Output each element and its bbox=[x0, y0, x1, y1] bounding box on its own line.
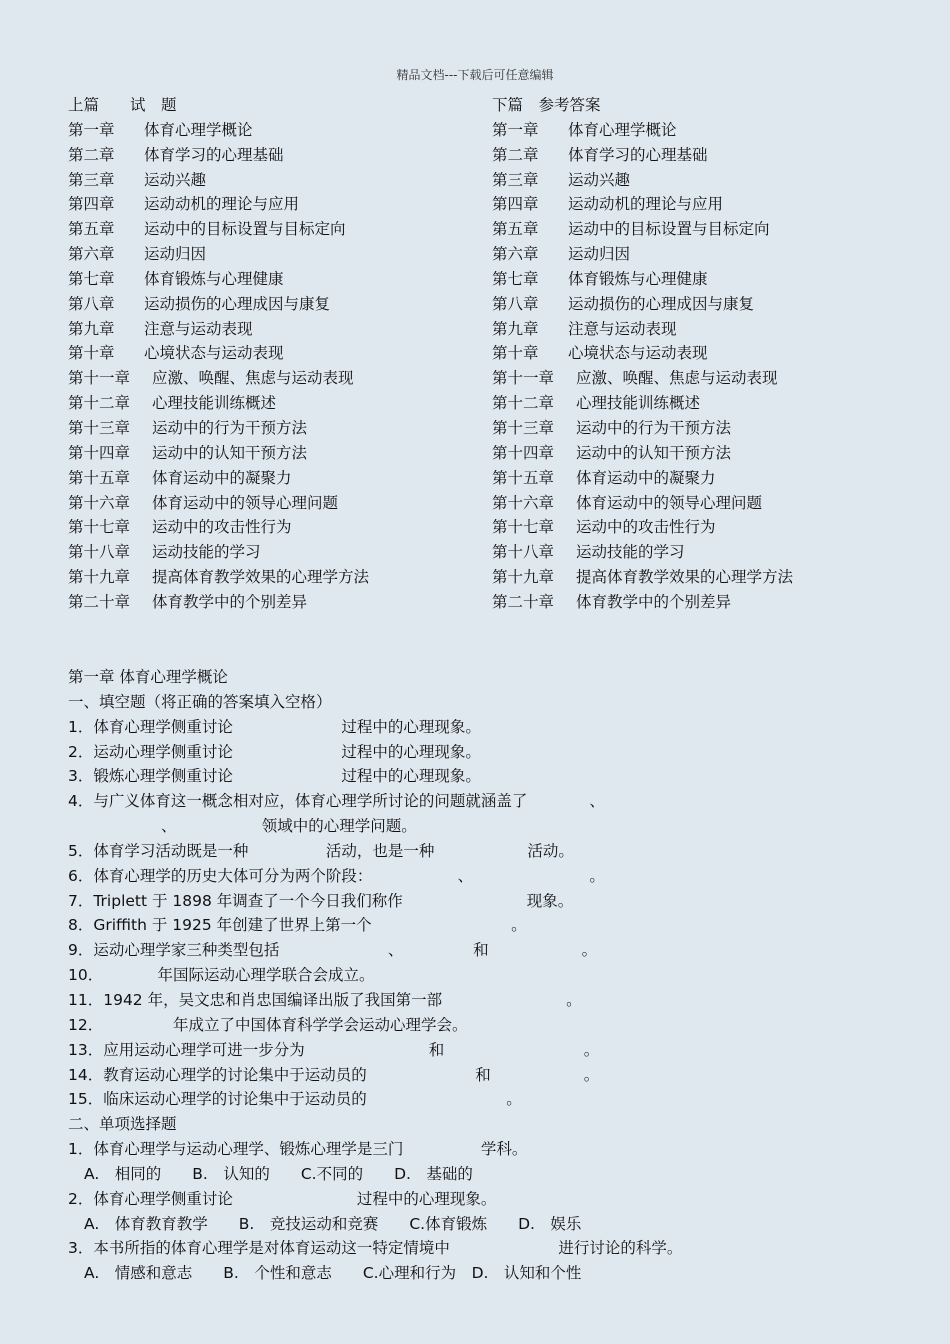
toc-chapter-number: 第十八章 bbox=[492, 543, 555, 562]
toc-chapter-title: 体育教学中的个别差异 bbox=[576, 592, 732, 611]
toc-chapter-title: 运动兴趣 bbox=[568, 170, 631, 189]
toc-entry bbox=[68, 416, 369, 441]
toc-entry bbox=[68, 267, 369, 292]
choice-options: A. 体育教育教学 B. 竞技运动和竞赛 C.体育锻炼 D. 娱乐 bbox=[84, 1214, 582, 1233]
toc-entry bbox=[492, 118, 793, 143]
fill-question: 、 领域中的心理学问题。 bbox=[68, 817, 417, 836]
toc-chapter-number: 第七章 bbox=[492, 269, 539, 288]
toc-chapter-number: 第十七章 bbox=[68, 518, 131, 537]
toc-entry bbox=[68, 168, 369, 193]
toc-chapter-number: 第十七章 bbox=[492, 518, 555, 537]
toc-chapter-title: 体育学习的心理基础 bbox=[144, 145, 284, 164]
toc-chapter-title: 心理技能训练概述 bbox=[152, 394, 277, 413]
toc-chapter-title: 提高体育教学效果的心理学方法 bbox=[152, 568, 370, 587]
toc-chapter-number: 第六章 bbox=[492, 245, 539, 264]
toc-chapter-title: 注意与运动表现 bbox=[568, 319, 677, 338]
toc-entry bbox=[68, 143, 369, 168]
toc-chapter-number: 第十六章 bbox=[68, 493, 131, 512]
toc-chapter-title: 心理技能训练概述 bbox=[576, 394, 701, 413]
toc-chapter-number: 第二章 bbox=[68, 145, 115, 164]
toc-chapter-number: 第十九章 bbox=[68, 568, 131, 587]
toc-entry bbox=[68, 217, 369, 242]
toc-entry bbox=[492, 267, 793, 292]
toc-entry bbox=[68, 565, 369, 590]
toc-left-column bbox=[68, 93, 369, 615]
toc-chapter-number: 第八章 bbox=[492, 294, 539, 313]
fill-question: 15．临床运动心理学的讨论集中于运动员的 。 bbox=[68, 1090, 522, 1109]
toc-chapter-title: 运动兴趣 bbox=[144, 170, 207, 189]
chapter-one-content bbox=[68, 665, 888, 1286]
toc-entry bbox=[492, 565, 793, 590]
toc-chapter-title: 应激、唤醒、焦虑与运动表现 bbox=[152, 369, 354, 388]
toc-entry bbox=[492, 441, 793, 466]
toc-chapter-number: 第十四章 bbox=[492, 443, 555, 462]
fill-question: 3．锻炼心理学侧重讨论 过程中的心理现象。 bbox=[68, 767, 481, 786]
toc-chapter-number: 第十章 bbox=[68, 344, 115, 363]
toc-chapter-title: 体育运动中的领导心理问题 bbox=[152, 493, 339, 512]
toc-chapter-title: 体育锻炼与心理健康 bbox=[568, 269, 708, 288]
fill-question: 6．体育心理学的历史大体可分为两个阶段： 、 。 bbox=[68, 866, 605, 885]
toc-entry bbox=[492, 366, 793, 391]
toc-chapter-number: 第四章 bbox=[68, 195, 115, 214]
toc-chapter-number: 第六章 bbox=[68, 245, 115, 264]
toc-entry bbox=[492, 242, 793, 267]
toc-chapter-title: 体育运动中的凝聚力 bbox=[576, 468, 716, 487]
toc-chapter-number: 第十二章 bbox=[492, 394, 555, 413]
fill-question: 12． 年成立了中国体育科学学会运动心理学会。 bbox=[68, 1015, 468, 1034]
toc-chapter-number: 第二十章 bbox=[68, 592, 131, 611]
toc-chapter-title: 心境状态与运动表现 bbox=[144, 344, 284, 363]
toc-chapter-number: 第三章 bbox=[68, 170, 115, 189]
toc-right-title: 下篇 参考答案 bbox=[492, 96, 601, 114]
toc-entry bbox=[68, 515, 369, 540]
toc-chapter-title: 运动动机的理论与应用 bbox=[568, 195, 724, 214]
toc-entry bbox=[68, 192, 369, 217]
toc-chapter-number: 第十九章 bbox=[492, 568, 555, 587]
toc-chapter-number: 第七章 bbox=[68, 269, 115, 288]
toc-chapter-number: 第十一章 bbox=[492, 369, 555, 388]
toc-chapter-number: 第十章 bbox=[492, 344, 539, 363]
toc-left-title: 上篇 试 题 bbox=[68, 96, 177, 114]
toc-chapter-number: 第五章 bbox=[492, 220, 539, 239]
toc-chapter-number: 第三章 bbox=[492, 170, 539, 189]
toc-entry bbox=[492, 168, 793, 193]
toc-chapter-number: 第二十章 bbox=[492, 592, 555, 611]
toc-entry bbox=[68, 317, 369, 342]
choice-question: 1．体育心理学与运动心理学、锻炼心理学是三门 学科。 bbox=[68, 1140, 528, 1159]
toc-entry bbox=[68, 341, 369, 366]
toc-entry bbox=[492, 292, 793, 317]
toc-chapter-title: 体育运动中的领导心理问题 bbox=[576, 493, 763, 512]
toc-chapter-title: 运动归因 bbox=[144, 245, 207, 264]
toc-entry bbox=[68, 118, 369, 143]
toc-chapter-title: 注意与运动表现 bbox=[144, 319, 253, 338]
toc-chapter-title: 体育运动中的凝聚力 bbox=[152, 468, 292, 487]
toc-entry bbox=[68, 242, 369, 267]
toc-left-list bbox=[68, 118, 369, 615]
toc-chapter-title: 体育锻炼与心理健康 bbox=[144, 269, 284, 288]
toc-chapter-title: 运动中的攻击性行为 bbox=[152, 518, 292, 537]
toc-chapter-number: 第四章 bbox=[492, 195, 539, 214]
toc-entry bbox=[68, 590, 369, 615]
fill-question: 8．Griffith 于 1925 年创建了世界上第一个 。 bbox=[68, 916, 527, 935]
toc-entry bbox=[492, 466, 793, 491]
toc-chapter-title: 运动中的目标设置与目标定向 bbox=[568, 220, 770, 239]
toc-chapter-number: 第十三章 bbox=[68, 418, 131, 437]
toc-chapter-title: 体育心理学概论 bbox=[144, 120, 253, 139]
toc-chapter-number: 第二章 bbox=[492, 145, 539, 164]
toc-chapter-title: 运动中的认知干预方法 bbox=[576, 443, 732, 462]
toc-entry bbox=[68, 391, 369, 416]
toc-chapter-number: 第九章 bbox=[492, 319, 539, 338]
fill-question: 11．1942 年，吴文忠和肖忠国编译出版了我国第一部 。 bbox=[68, 990, 582, 1009]
toc-chapter-number: 第八章 bbox=[68, 294, 115, 313]
toc-entry bbox=[492, 590, 793, 615]
fill-question: 14．教育运动心理学的讨论集中于运动员的 和 。 bbox=[68, 1065, 600, 1084]
toc-entry bbox=[492, 491, 793, 516]
toc-chapter-title: 运动技能的学习 bbox=[576, 543, 685, 562]
toc-chapter-title: 运动中的认知干预方法 bbox=[152, 443, 308, 462]
toc-entry bbox=[492, 341, 793, 366]
toc-chapter-number: 第十三章 bbox=[492, 418, 555, 437]
toc-entry bbox=[492, 515, 793, 540]
toc-chapter-title: 应激、唤醒、焦虑与运动表现 bbox=[576, 369, 778, 388]
section-choice-title: 二、单项选择题 bbox=[68, 1115, 177, 1134]
toc-chapter-number: 第十四章 bbox=[68, 443, 131, 462]
toc-chapter-title: 运动中的行为干预方法 bbox=[152, 418, 308, 437]
chapter-title: 第一章 体育心理学概论 bbox=[68, 668, 228, 686]
toc-chapter-title: 体育学习的心理基础 bbox=[568, 145, 708, 164]
toc-entry bbox=[68, 466, 369, 491]
section-fill-title: 一、填空题（将正确的答案填入空格） bbox=[68, 692, 332, 711]
toc-chapter-number: 第十二章 bbox=[68, 394, 131, 413]
toc-chapter-title: 运动动机的理论与应用 bbox=[144, 195, 300, 214]
toc-entry bbox=[492, 317, 793, 342]
toc-chapter-title: 运动损伤的心理成因与康复 bbox=[568, 294, 755, 313]
toc-chapter-title: 提高体育教学效果的心理学方法 bbox=[576, 568, 794, 587]
choice-questions bbox=[68, 1137, 888, 1286]
toc-entry bbox=[492, 192, 793, 217]
toc-chapter-title: 运动中的目标设置与目标定向 bbox=[144, 220, 346, 239]
toc-chapter-number: 第一章 bbox=[492, 120, 539, 139]
fill-question: 1．体育心理学侧重讨论 过程中的心理现象。 bbox=[68, 717, 481, 736]
toc-chapter-number: 第十八章 bbox=[68, 543, 131, 562]
toc-entry bbox=[68, 491, 369, 516]
toc-entry bbox=[68, 441, 369, 466]
toc-chapter-title: 心境状态与运动表现 bbox=[568, 344, 708, 363]
choice-question: 2．体育心理学侧重讨论 过程中的心理现象。 bbox=[68, 1189, 497, 1208]
toc-right-column bbox=[492, 93, 793, 615]
toc-chapter-title: 运动中的行为干预方法 bbox=[576, 418, 732, 437]
fill-question: 9．运动心理学家三种类型包括 、 和 。 bbox=[68, 941, 598, 960]
toc-chapter-number: 第十五章 bbox=[68, 468, 131, 487]
toc-right-list bbox=[492, 118, 793, 615]
toc-entry bbox=[68, 292, 369, 317]
toc-entry bbox=[68, 540, 369, 565]
toc-entry bbox=[492, 391, 793, 416]
toc-chapter-number: 第十一章 bbox=[68, 369, 131, 388]
fill-question: 4．与广义体育这一概念相对应，体育心理学所讨论的问题就涵盖了 、 bbox=[68, 792, 605, 811]
toc-chapter-title: 运动中的攻击性行为 bbox=[576, 518, 716, 537]
fill-question: 10． 年国际运动心理学联合会成立。 bbox=[68, 966, 375, 985]
choice-options: A. 相同的 B. 认知的 C.不同的 D. 基础的 bbox=[84, 1164, 473, 1183]
fill-question: 13．应用运动心理学可进一步分为 和 。 bbox=[68, 1040, 600, 1059]
toc-chapter-title: 运动技能的学习 bbox=[152, 543, 261, 562]
fill-question: 2．运动心理学侧重讨论 过程中的心理现象。 bbox=[68, 742, 481, 761]
toc-chapter-title: 体育教学中的个别差异 bbox=[152, 592, 308, 611]
fill-question: 7．Triplett 于 1898 年调查了一个今日我们称作 现象。 bbox=[68, 891, 574, 910]
choice-options: A. 情感和意志 B. 个性和意志 C.心理和行为 D. 认知和个性 bbox=[84, 1264, 582, 1283]
toc-chapter-number: 第五章 bbox=[68, 220, 115, 239]
fill-in-questions bbox=[68, 715, 888, 1113]
toc-chapter-title: 体育心理学概论 bbox=[568, 120, 677, 139]
toc-chapter-title: 运动损伤的心理成因与康复 bbox=[144, 294, 331, 313]
toc-entry bbox=[68, 366, 369, 391]
toc-chapter-number: 第十六章 bbox=[492, 493, 555, 512]
toc-chapter-number: 第十五章 bbox=[492, 468, 555, 487]
toc-chapter-title: 运动归因 bbox=[568, 245, 631, 264]
page-header: 精品文档---下载后可任意编辑 bbox=[396, 68, 554, 82]
toc-entry bbox=[492, 540, 793, 565]
choice-question: 3．本书所指的体育心理学是对体育运动这一特定情境中 进行讨论的科学。 bbox=[68, 1239, 683, 1258]
fill-question: 5．体育学习活动既是一种 活动，也是一种 活动。 bbox=[68, 841, 574, 860]
toc-entry bbox=[492, 416, 793, 441]
toc-entry bbox=[492, 143, 793, 168]
toc-chapter-number: 第九章 bbox=[68, 319, 115, 338]
toc-entry bbox=[492, 217, 793, 242]
toc-chapter-number: 第一章 bbox=[68, 120, 115, 139]
